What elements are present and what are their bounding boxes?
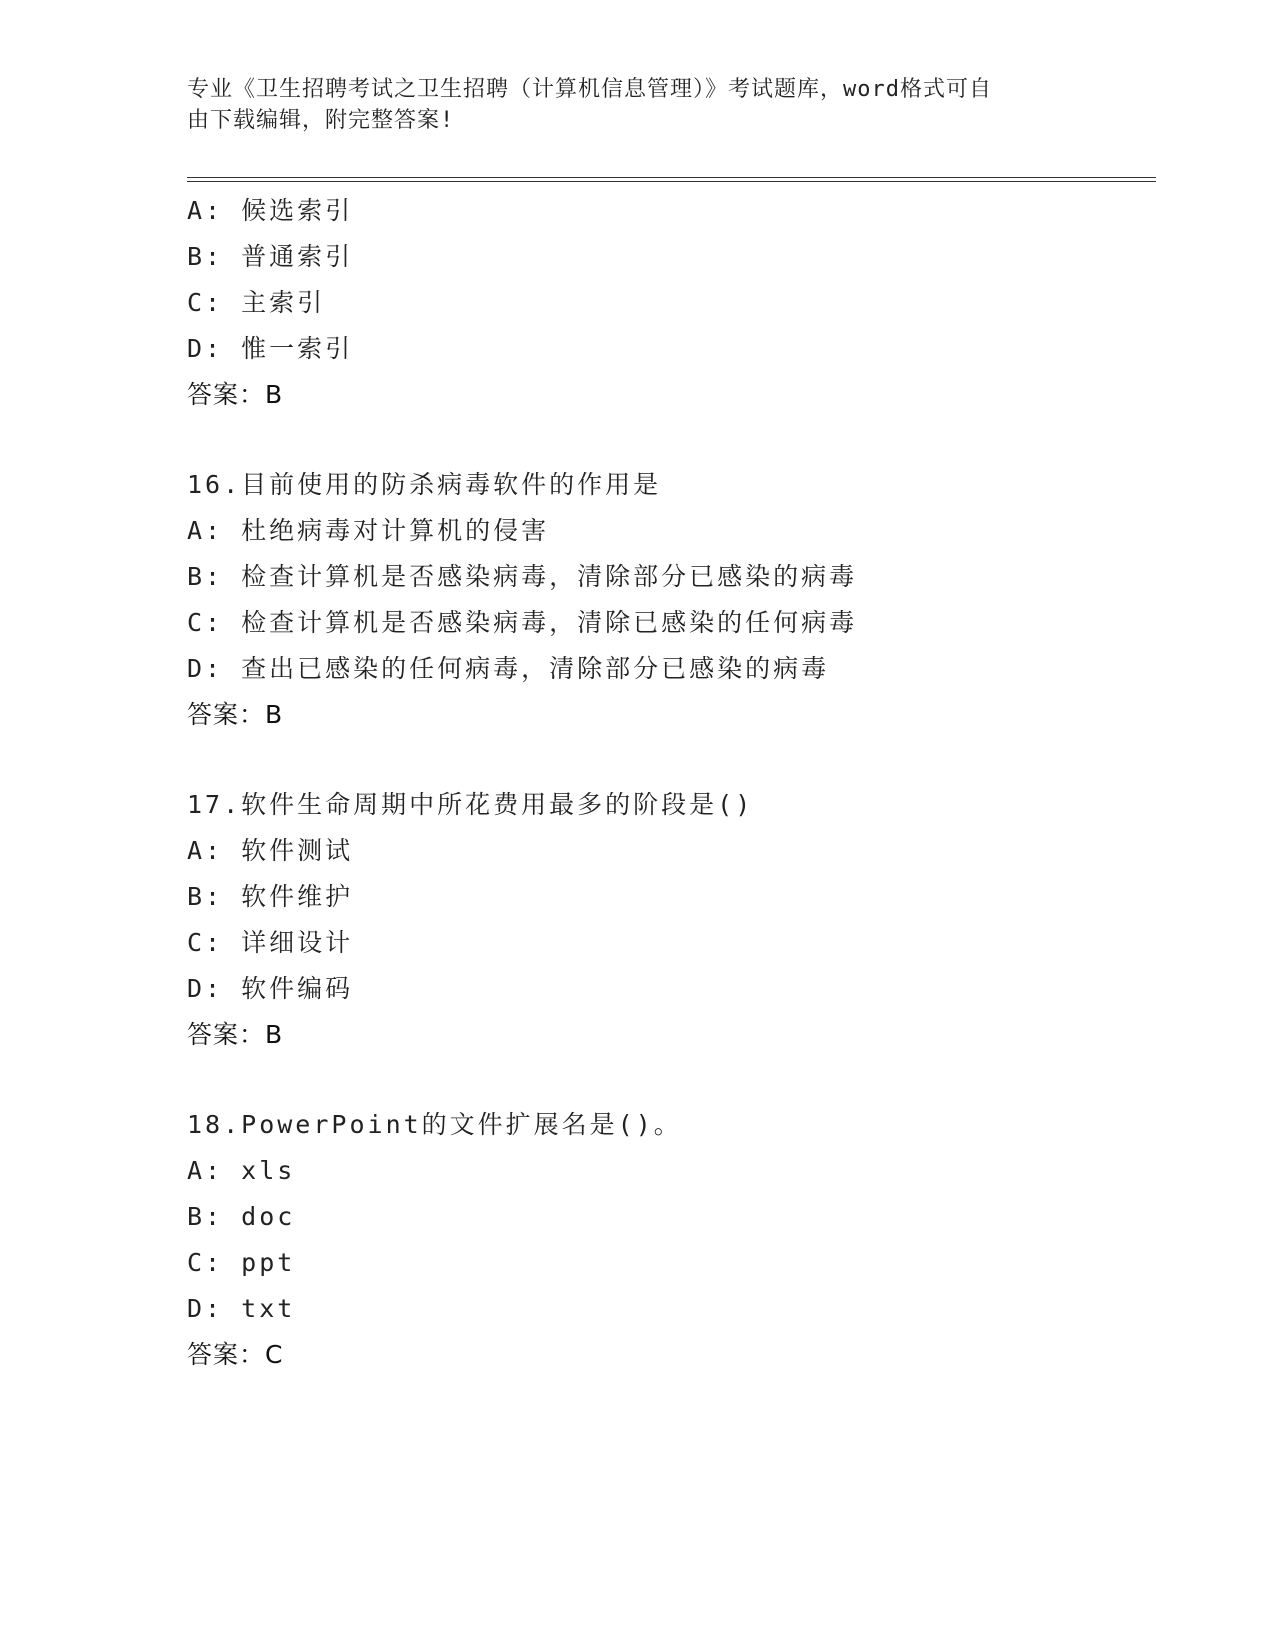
option-a: A: 杜绝病毒对计算机的侵害 <box>187 516 550 545</box>
answer-line: 答案：B <box>187 380 284 409</box>
option-a: A: 软件测试 <box>187 836 354 865</box>
spacer <box>187 738 1147 782</box>
option-d: D: 惟一索引 <box>187 334 354 363</box>
option-c: C: 主索引 <box>187 288 326 317</box>
option-d: D: 查出已感染的任何病毒，清除部分已感染的病毒 <box>187 654 830 683</box>
header-line-2: 由下载编辑，附完整答案! <box>187 108 455 133</box>
option-d: D: 软件编码 <box>187 974 354 1003</box>
question-list <box>187 188 1147 1378</box>
option-c: C: ppt <box>187 1248 296 1277</box>
question-block-16 <box>187 462 1147 738</box>
option-b: B: doc <box>187 1202 296 1231</box>
option-c: C: 详细设计 <box>187 928 354 957</box>
spacer <box>187 1058 1147 1102</box>
answer-line: 答案：B <box>187 700 284 729</box>
option-c: C: 检查计算机是否感染病毒，清除已感染的任何病毒 <box>187 608 858 637</box>
header-divider <box>187 177 1156 182</box>
question-block-15 <box>187 188 1147 418</box>
question-text: 17.软件生命周期中所花费用最多的阶段是() <box>187 790 754 819</box>
question-block-18 <box>187 1102 1147 1378</box>
answer-line: 答案：B <box>187 1020 284 1049</box>
option-b: B: 软件维护 <box>187 882 354 911</box>
header-line-1: 专业《卫生招聘考试之卫生招聘（计算机信息管理）》考试题库，word格式可自 <box>187 77 992 102</box>
document-header <box>187 74 1067 136</box>
answer-line: 答案：C <box>187 1340 284 1369</box>
spacer <box>187 418 1147 462</box>
question-text: 16.目前使用的防杀病毒软件的作用是 <box>187 470 662 499</box>
option-d: D: txt <box>187 1294 296 1323</box>
question-text: 18.PowerPoint的文件扩展名是()。 <box>187 1110 682 1139</box>
option-b: B: 普通索引 <box>187 242 354 271</box>
option-b: B: 检查计算机是否感染病毒，清除部分已感染的病毒 <box>187 562 858 591</box>
question-block-17 <box>187 782 1147 1058</box>
option-a: A: 候选索引 <box>187 196 354 225</box>
option-a: A: xls <box>187 1156 296 1185</box>
